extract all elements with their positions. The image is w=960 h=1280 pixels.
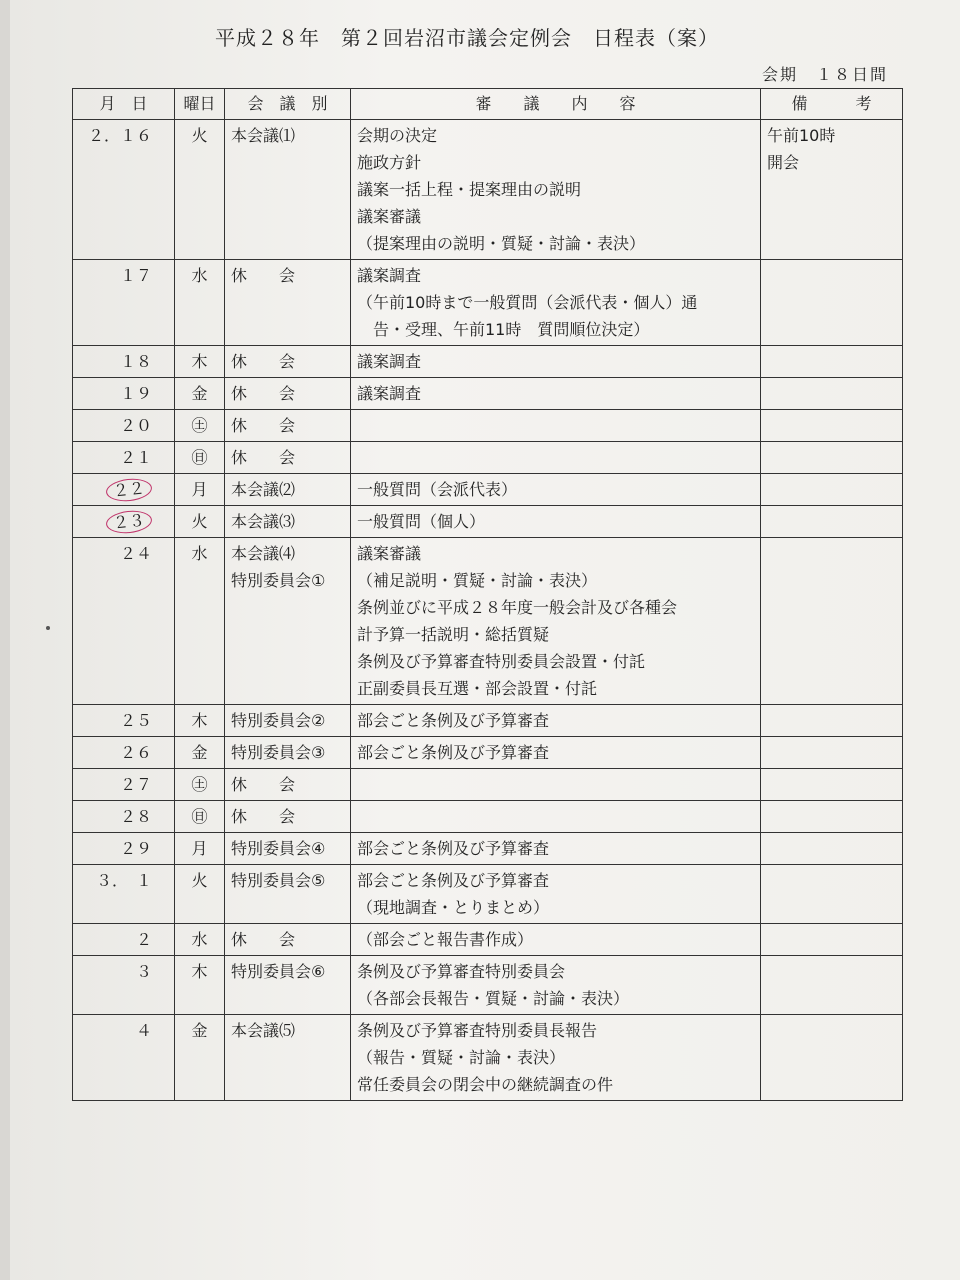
cell-day-of-week: 火	[175, 865, 225, 924]
cell-meeting-line: 特別委員会③	[231, 743, 326, 762]
cell-content	[351, 1015, 761, 1101]
cell-date	[73, 410, 175, 442]
header-row	[73, 89, 903, 120]
cell-date	[73, 346, 175, 378]
cell-meeting	[225, 346, 351, 378]
cell-date	[73, 378, 175, 410]
cell-day-of-week: 木	[175, 346, 225, 378]
cell-content	[351, 769, 761, 801]
cell-day-of-week: 水	[175, 538, 225, 705]
cell-meeting	[225, 260, 351, 346]
cell-meeting-line: 本会議⑵	[231, 480, 296, 499]
cell-content-line: （補足説明・質疑・討論・表決）	[357, 571, 598, 590]
cell-content	[351, 378, 761, 410]
cell-content-line: （提案理由の説明・質疑・討論・表決）	[357, 234, 646, 253]
col-header-content: 審 議 内 容	[351, 89, 761, 120]
date-text: ２	[135, 930, 152, 949]
cell-day-of-week: ㊏	[175, 769, 225, 801]
cell-content-line: 施政方針	[357, 153, 422, 172]
cell-content-line: 計予算一括説明・総括質疑	[357, 625, 550, 644]
col-header-dow: 曜日	[175, 89, 225, 120]
cell-remarks	[761, 956, 903, 1015]
date-text: １８	[119, 352, 152, 371]
table-row	[73, 120, 903, 260]
date-text: １７	[119, 266, 152, 285]
cell-meeting	[225, 924, 351, 956]
cell-meeting	[225, 378, 351, 410]
cell-meeting-line: 休 会	[231, 266, 296, 285]
cell-remarks-line: 開会	[767, 153, 800, 172]
cell-content-line: 条例及び予算審査特別委員長報告	[357, 1021, 598, 1040]
cell-date	[73, 120, 175, 260]
cell-content	[351, 705, 761, 737]
date-text: ２９	[119, 839, 152, 858]
cell-content	[351, 801, 761, 833]
date-text: １９	[119, 384, 152, 403]
paper-sheet	[10, 0, 960, 1280]
cell-content-line: 議案一括上程・提案理由の説明	[357, 180, 582, 199]
cell-day-of-week: 木	[175, 956, 225, 1015]
cell-content-line: 議案審議	[357, 544, 422, 563]
cell-content-line: 会期の決定	[357, 126, 438, 145]
cell-content-line: 議案調査	[357, 266, 422, 285]
table-row	[73, 801, 903, 833]
cell-day-of-week: 金	[175, 378, 225, 410]
cell-meeting-line: 休 会	[231, 448, 296, 467]
cell-content	[351, 474, 761, 506]
cell-meeting-line: 休 会	[231, 352, 296, 371]
cell-content	[351, 865, 761, 924]
cell-meeting-line: 本会議⑸	[231, 1021, 296, 1040]
cell-remarks	[761, 260, 903, 346]
table-row	[73, 924, 903, 956]
page-speck	[46, 626, 50, 630]
table-row	[73, 1015, 903, 1101]
cell-meeting	[225, 538, 351, 705]
cell-meeting	[225, 506, 351, 538]
cell-content-line: 部会ごと条例及び予算審査	[357, 711, 550, 730]
cell-remarks	[761, 120, 903, 260]
col-header-remarks: 備 考	[761, 89, 903, 120]
cell-day-of-week: 金	[175, 1015, 225, 1101]
cell-meeting-line: 休 会	[231, 775, 296, 794]
cell-date	[73, 506, 175, 538]
cell-content-line: （現地調査・とりまとめ）	[357, 898, 550, 917]
cell-remarks	[761, 346, 903, 378]
cell-date	[73, 260, 175, 346]
cell-date	[73, 769, 175, 801]
cell-content-line: 議案調査	[357, 352, 422, 371]
cell-content-line: 部会ごと条例及び予算審査	[357, 871, 550, 890]
cell-day-of-week: 水	[175, 260, 225, 346]
table-row	[73, 506, 903, 538]
cell-content-line: 一般質問（会派代表）	[357, 480, 518, 499]
cell-date	[73, 1015, 175, 1101]
cell-content-line: 条例並びに平成２８年度一般会計及び各種会	[357, 598, 678, 617]
cell-meeting-line: 本会議⑶	[231, 512, 296, 531]
date-text: ２５	[119, 711, 152, 730]
cell-content-line: 条例及び予算審査特別委員会	[357, 962, 566, 981]
cell-content-line: （部会ごと報告書作成）	[357, 930, 534, 949]
cell-meeting	[225, 833, 351, 865]
cell-content-line: （報告・質疑・討論・表決）	[357, 1048, 566, 1067]
col-header-meeting: 会 議 別	[225, 89, 351, 120]
cell-remarks	[761, 737, 903, 769]
cell-remarks	[761, 506, 903, 538]
date-text: ２１	[119, 448, 152, 467]
date-text: ２０	[119, 416, 152, 435]
cell-remarks	[761, 833, 903, 865]
date-text: ３． １	[95, 871, 152, 890]
table-row	[73, 705, 903, 737]
cell-meeting	[225, 705, 351, 737]
cell-meeting	[225, 737, 351, 769]
cell-content-line: 部会ごと条例及び予算審査	[357, 743, 550, 762]
schedule-body	[73, 120, 903, 1101]
date-text: ２７	[119, 775, 152, 794]
cell-meeting-line: 本会議⑴	[231, 126, 296, 145]
cell-remarks	[761, 865, 903, 924]
cell-meeting-line: 休 会	[231, 807, 296, 826]
cell-day-of-week: 月	[175, 833, 225, 865]
cell-day-of-week: ㊐	[175, 801, 225, 833]
cell-content-line: 告・受理、午前11時 質問順位決定）	[357, 320, 650, 339]
cell-day-of-week: 火	[175, 506, 225, 538]
cell-meeting	[225, 801, 351, 833]
cell-content-line: （午前10時まで一般質問（会派代表・個人）通	[357, 293, 698, 312]
cell-remarks	[761, 442, 903, 474]
cell-content-line: （各部会長報告・質疑・討論・表決）	[357, 989, 630, 1008]
cell-content-line: 部会ごと条例及び予算審査	[357, 839, 550, 858]
cell-date	[73, 474, 175, 506]
circled-date: ２２	[105, 477, 153, 504]
date-text: ２４	[119, 544, 152, 563]
table-row	[73, 737, 903, 769]
cell-content	[351, 410, 761, 442]
table-row	[73, 410, 903, 442]
cell-day-of-week: ㊏	[175, 410, 225, 442]
table-row	[73, 474, 903, 506]
cell-meeting-line: 特別委員会②	[231, 711, 326, 730]
cell-remarks	[761, 924, 903, 956]
cell-content-line: 常任委員会の閉会中の継続調査の件	[357, 1075, 614, 1094]
table-row	[73, 833, 903, 865]
cell-date	[73, 801, 175, 833]
cell-date	[73, 924, 175, 956]
cell-content-line: 議案調査	[357, 384, 422, 403]
table-row	[73, 956, 903, 1015]
cell-date	[73, 442, 175, 474]
date-text: ２８	[119, 807, 152, 826]
cell-meeting	[225, 120, 351, 260]
cell-content-line: 条例及び予算審査特別委員会設置・付託	[357, 652, 646, 671]
cell-meeting	[225, 410, 351, 442]
cell-day-of-week: 金	[175, 737, 225, 769]
col-header-date: 月 日	[73, 89, 175, 120]
cell-meeting	[225, 1015, 351, 1101]
date-text: ３	[135, 962, 152, 981]
table-row	[73, 769, 903, 801]
cell-remarks-line: 午前10時	[767, 126, 836, 145]
cell-meeting	[225, 956, 351, 1015]
cell-content	[351, 260, 761, 346]
session-length: 会期 １８日間	[762, 65, 889, 84]
cell-meeting	[225, 474, 351, 506]
cell-day-of-week: 火	[175, 120, 225, 260]
cell-date	[73, 956, 175, 1015]
cell-meeting-line: 特別委員会④	[231, 839, 326, 858]
cell-day-of-week: 月	[175, 474, 225, 506]
schedule-table	[72, 88, 903, 1101]
cell-remarks	[761, 1015, 903, 1101]
cell-content	[351, 442, 761, 474]
cell-content	[351, 956, 761, 1015]
cell-content	[351, 506, 761, 538]
cell-meeting-line: 休 会	[231, 384, 296, 403]
cell-date	[73, 865, 175, 924]
cell-date	[73, 705, 175, 737]
cell-content	[351, 924, 761, 956]
cell-date	[73, 833, 175, 865]
cell-meeting	[225, 442, 351, 474]
cell-date	[73, 737, 175, 769]
table-row	[73, 260, 903, 346]
cell-content-line: 議案審議	[357, 207, 422, 226]
circled-date: ２３	[105, 509, 153, 536]
cell-meeting	[225, 865, 351, 924]
cell-day-of-week: 水	[175, 924, 225, 956]
cell-content	[351, 120, 761, 260]
cell-remarks	[761, 769, 903, 801]
cell-day-of-week: 木	[175, 705, 225, 737]
cell-remarks	[761, 410, 903, 442]
cell-meeting-line: 特別委員会⑤	[231, 871, 326, 890]
cell-content	[351, 346, 761, 378]
date-text: ４	[135, 1021, 152, 1040]
cell-meeting-line: 休 会	[231, 416, 296, 435]
cell-meeting-line: 特別委員会①	[231, 571, 326, 590]
cell-remarks	[761, 801, 903, 833]
cell-remarks	[761, 474, 903, 506]
date-text: ２６	[119, 743, 152, 762]
cell-meeting	[225, 769, 351, 801]
cell-remarks	[761, 705, 903, 737]
document-title: 平成２８年 第２回岩沼市議会定例会 日程表（案）	[215, 26, 719, 50]
table-row	[73, 378, 903, 410]
cell-date	[73, 538, 175, 705]
cell-meeting-line: 休 会	[231, 930, 296, 949]
table-row	[73, 442, 903, 474]
table-row	[73, 346, 903, 378]
cell-meeting-line: 本会議⑷	[231, 544, 296, 563]
cell-content	[351, 737, 761, 769]
cell-remarks	[761, 538, 903, 705]
date-text: ２．１６	[87, 126, 152, 145]
cell-remarks	[761, 378, 903, 410]
cell-content	[351, 538, 761, 705]
cell-content-line: 一般質問（個人）	[357, 512, 486, 531]
cell-meeting-line: 特別委員会⑥	[231, 962, 326, 981]
table-row	[73, 865, 903, 924]
table-row	[73, 538, 903, 705]
cell-day-of-week: ㊐	[175, 442, 225, 474]
cell-content-line: 正副委員長互選・部会設置・付託	[357, 679, 598, 698]
cell-content	[351, 833, 761, 865]
